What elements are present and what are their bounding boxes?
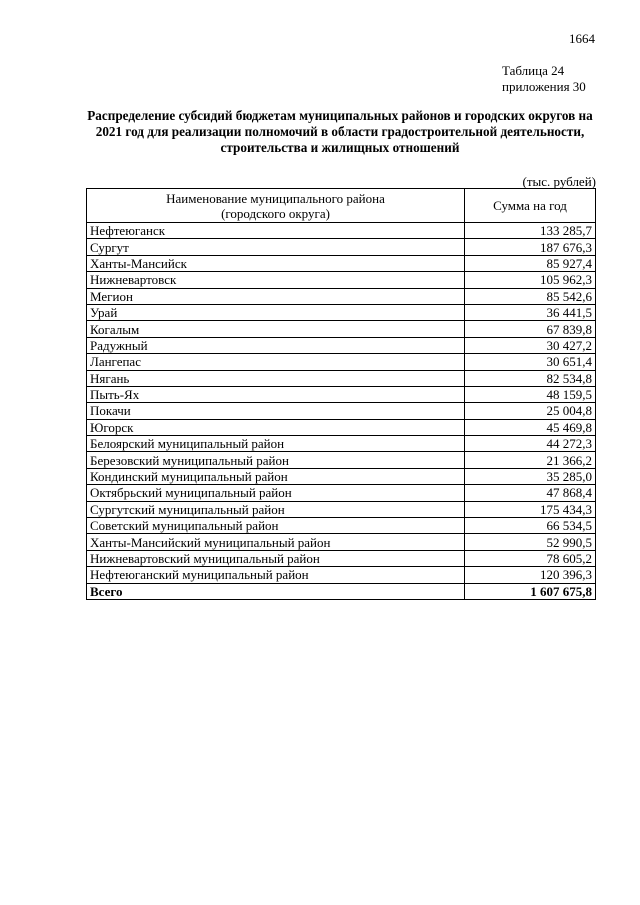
table-row (87, 534, 596, 550)
row-name-cell: Радужный (87, 337, 465, 353)
table-row (87, 386, 596, 402)
total-row (87, 583, 596, 599)
row-name-cell: Октябрьский муниципальный район (87, 485, 465, 501)
row-name-cell: Урай (87, 304, 465, 320)
row-amount-cell: 30 427,2 (465, 337, 596, 353)
table-row (87, 223, 596, 239)
row-amount-cell: 35 285,0 (465, 468, 596, 484)
row-name-cell: Покачи (87, 403, 465, 419)
row-name-cell: Нефтеюганский муниципальный район (87, 567, 465, 583)
header-name-cell (87, 189, 465, 223)
table-row (87, 272, 596, 288)
table-row (87, 354, 596, 370)
total-amount-cell: 1 607 675,8 (465, 583, 596, 599)
row-name-cell: Нижневартовский муниципальный район (87, 550, 465, 566)
subsidy-table (86, 188, 596, 600)
table-row (87, 304, 596, 320)
header-amount-cell: Сумма на год (465, 189, 596, 223)
row-amount-cell: 120 396,3 (465, 567, 596, 583)
page-number: 1664 (569, 31, 595, 46)
row-amount-cell: 133 285,7 (465, 223, 596, 239)
row-name-cell: Сургут (87, 239, 465, 255)
row-amount-cell: 67 839,8 (465, 321, 596, 337)
table-row (87, 436, 596, 452)
row-name-cell: Когалым (87, 321, 465, 337)
table-row (87, 321, 596, 337)
row-amount-cell: 45 469,8 (465, 419, 596, 435)
row-name-cell: Кондинский муниципальный район (87, 468, 465, 484)
row-name-cell: Лангепас (87, 354, 465, 370)
row-name-cell: Югорск (87, 419, 465, 435)
table-row (87, 370, 596, 386)
table-row (87, 485, 596, 501)
table-row (87, 239, 596, 255)
table-header-row (87, 189, 596, 223)
table-reference-line1: Таблица 24 (502, 63, 565, 78)
row-amount-cell: 66 534,5 (465, 518, 596, 534)
row-amount-cell: 21 366,2 (465, 452, 596, 468)
row-name-cell: Березовский муниципальный район (87, 452, 465, 468)
table-row (87, 419, 596, 435)
row-amount-cell: 44 272,3 (465, 436, 596, 452)
row-amount-cell: 25 004,8 (465, 403, 596, 419)
document-title: Распределение субсидий бюджетам муниципальных районов и городских округов на 2021 год для реализации полномочий в области градостроительной деятельности, строительства и жилищных отношений (87, 108, 593, 155)
total-label-cell: Всего (87, 583, 465, 599)
row-amount-cell: 85 542,6 (465, 288, 596, 304)
row-amount-cell: 82 534,8 (465, 370, 596, 386)
table-row (87, 468, 596, 484)
table-body (87, 223, 596, 600)
row-amount-cell: 47 868,4 (465, 485, 596, 501)
table-row (87, 403, 596, 419)
row-name-cell: Белоярский муниципальный район (87, 436, 465, 452)
row-name-cell: Ханты-Мансийский муниципальный район (87, 534, 465, 550)
row-amount-cell: 30 651,4 (465, 354, 596, 370)
header-name-line1: Наименование муниципального района (166, 190, 385, 206)
table-row (87, 255, 596, 271)
table-reference (502, 63, 586, 95)
table-row (87, 288, 596, 304)
row-amount-cell: 187 676,3 (465, 239, 596, 255)
table-row (87, 501, 596, 517)
row-amount-cell: 85 927,4 (465, 255, 596, 271)
row-name-cell: Пыть-Ях (87, 386, 465, 402)
units-note: (тыс. рублей) (522, 174, 596, 189)
table-row (87, 550, 596, 566)
row-amount-cell: 105 962,3 (465, 272, 596, 288)
row-amount-cell: 78 605,2 (465, 550, 596, 566)
table-row (87, 518, 596, 534)
row-name-cell: Советский муниципальный район (87, 518, 465, 534)
row-name-cell: Нефтеюганск (87, 223, 465, 239)
table-row (87, 337, 596, 353)
row-amount-cell: 36 441,5 (465, 304, 596, 320)
table-row (87, 452, 596, 468)
row-amount-cell: 175 434,3 (465, 501, 596, 517)
row-name-cell: Ханты-Мансийск (87, 255, 465, 271)
table-row (87, 567, 596, 583)
row-amount-cell: 48 159,5 (465, 386, 596, 402)
row-name-cell: Нижневартовск (87, 272, 465, 288)
row-name-cell: Сургутский муниципальный район (87, 501, 465, 517)
row-name-cell: Мегион (87, 288, 465, 304)
table-reference-line2: приложения 30 (502, 79, 586, 94)
row-name-cell: Нягань (87, 370, 465, 386)
header-name-line2: (городского округа) (221, 205, 330, 221)
row-amount-cell: 52 990,5 (465, 534, 596, 550)
